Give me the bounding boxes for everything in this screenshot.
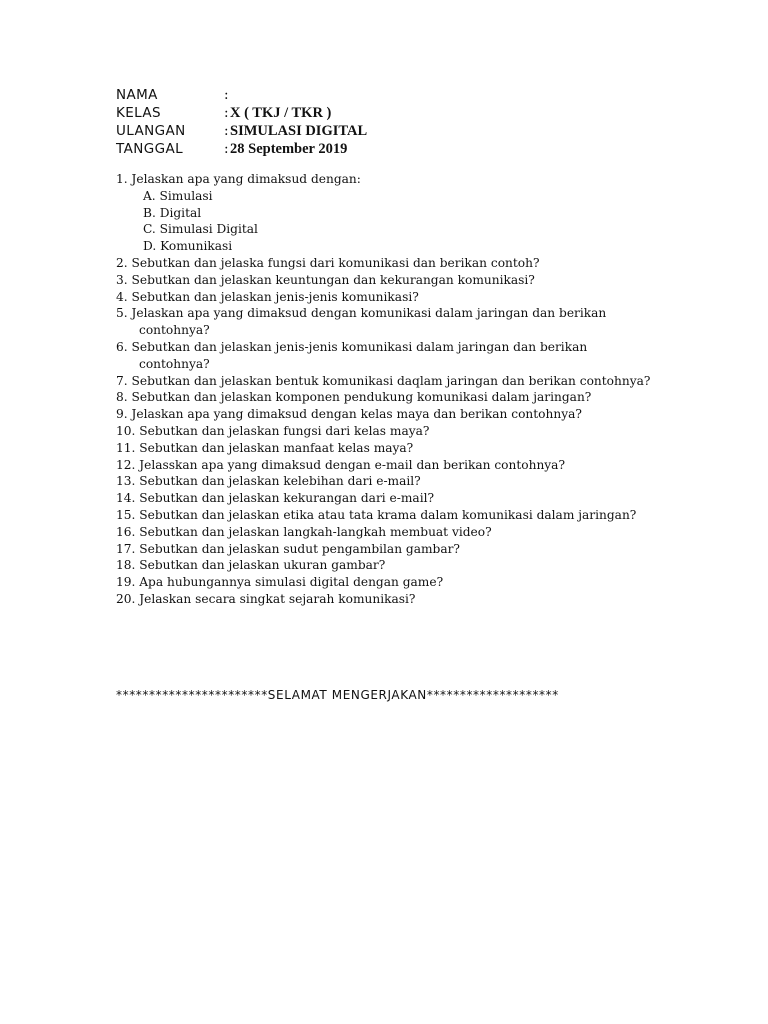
question-1-option-d: D. Komunikasi <box>143 239 233 254</box>
question-3: 3. Sebutkan dan jelaskan keuntungan dan kekurangan komunikasi? <box>116 272 535 287</box>
question-18: 18. Sebutkan dan jelaskan ukuran gambar? <box>116 558 386 573</box>
question-8: 8. Sebutkan dan jelaskan komponen pendukung komunikasi dalam jaringan? <box>116 390 592 405</box>
question-5-line-2: contohnya? <box>139 323 210 338</box>
question-17: 17. Sebutkan dan jelaskan sudut pengambilan gambar? <box>116 541 460 556</box>
nama-label: NAMA <box>116 87 158 103</box>
question-11: 11. Sebutkan dan jelaskan manfaat kelas maya? <box>116 440 414 455</box>
question-20: 20. Jelaskan secara singkat sejarah komunikasi? <box>116 591 416 606</box>
nama-colon: : <box>224 87 229 103</box>
question-1-option-c: C. Simulasi Digital <box>143 222 258 237</box>
question-10: 10. Sebutkan dan jelaskan fungsi dari kelas maya? <box>116 423 430 438</box>
question-6 <box>116 339 676 373</box>
kelas-colon: : <box>224 105 229 121</box>
nama-row <box>116 86 676 104</box>
question-14: 14. Sebutkan dan jelaskan kekurangan dari e-mail? <box>116 491 435 506</box>
kelas-row <box>116 104 676 122</box>
kelas-label: KELAS <box>116 105 162 121</box>
ulangan-label: ULANGAN <box>116 123 186 139</box>
question-7: 7. Sebutkan dan jelaskan bentuk komunikasi daqlam jaringan dan berikan contohnya? <box>116 373 651 388</box>
question-4: 4. Sebutkan dan jelaskan jenis-jenis komunikasi? <box>116 289 419 304</box>
ulangan-value: SIMULASI DIGITAL <box>230 123 368 139</box>
question-6-line-1: 6. Sebutkan dan jelaskan jenis-jenis komunikasi dalam jaringan dan berikan <box>116 339 588 354</box>
question-5-line-1: 5. Jelaskan apa yang dimaksud dengan komunikasi dalam jaringan dan berikan <box>116 306 607 321</box>
ulangan-row <box>116 122 676 140</box>
question-9: 9. Jelaskan apa yang dimaksud dengan kelas maya dan berikan contohnya? <box>116 407 582 422</box>
question-16: 16. Sebutkan dan jelaskan langkah-langkah membuat video? <box>116 524 492 539</box>
closing-message: ***********************SELAMAT MENGERJAKAN******************** <box>116 688 559 702</box>
tanggal-value: 28 September 2019 <box>230 141 348 157</box>
tanggal-label: TANGGAL <box>116 141 184 157</box>
question-6-line-2: contohnya? <box>139 356 210 371</box>
question-list <box>116 171 676 608</box>
exam-header <box>116 86 676 158</box>
kelas-value: X ( TKJ / TKR ) <box>230 105 332 121</box>
question-5 <box>116 305 676 339</box>
question-2: 2. Sebutkan dan jelaska fungsi dari komunikasi dan berikan contoh? <box>116 255 540 270</box>
question-1: 1. Jelaskan apa yang dimaksud dengan: <box>116 172 361 186</box>
tanggal-row <box>116 140 676 158</box>
question-1-option-a: A. Simulasi <box>143 188 213 203</box>
tanggal-colon: : <box>224 141 229 157</box>
ulangan-colon: : <box>224 123 229 139</box>
question-1-option-b: B. Digital <box>143 205 202 220</box>
question-19: 19. Apa hubungannya simulasi digital dengan game? <box>116 575 444 590</box>
question-13: 13. Sebutkan dan jelaskan kelebihan dari e-mail? <box>116 474 421 489</box>
question-12: 12. Jelasskan apa yang dimaksud dengan e-mail dan berikan contohnya? <box>116 457 565 472</box>
question-15: 15. Sebutkan dan jelaskan etika atau tata krama dalam komunikasi dalam jaringan? <box>116 507 637 522</box>
